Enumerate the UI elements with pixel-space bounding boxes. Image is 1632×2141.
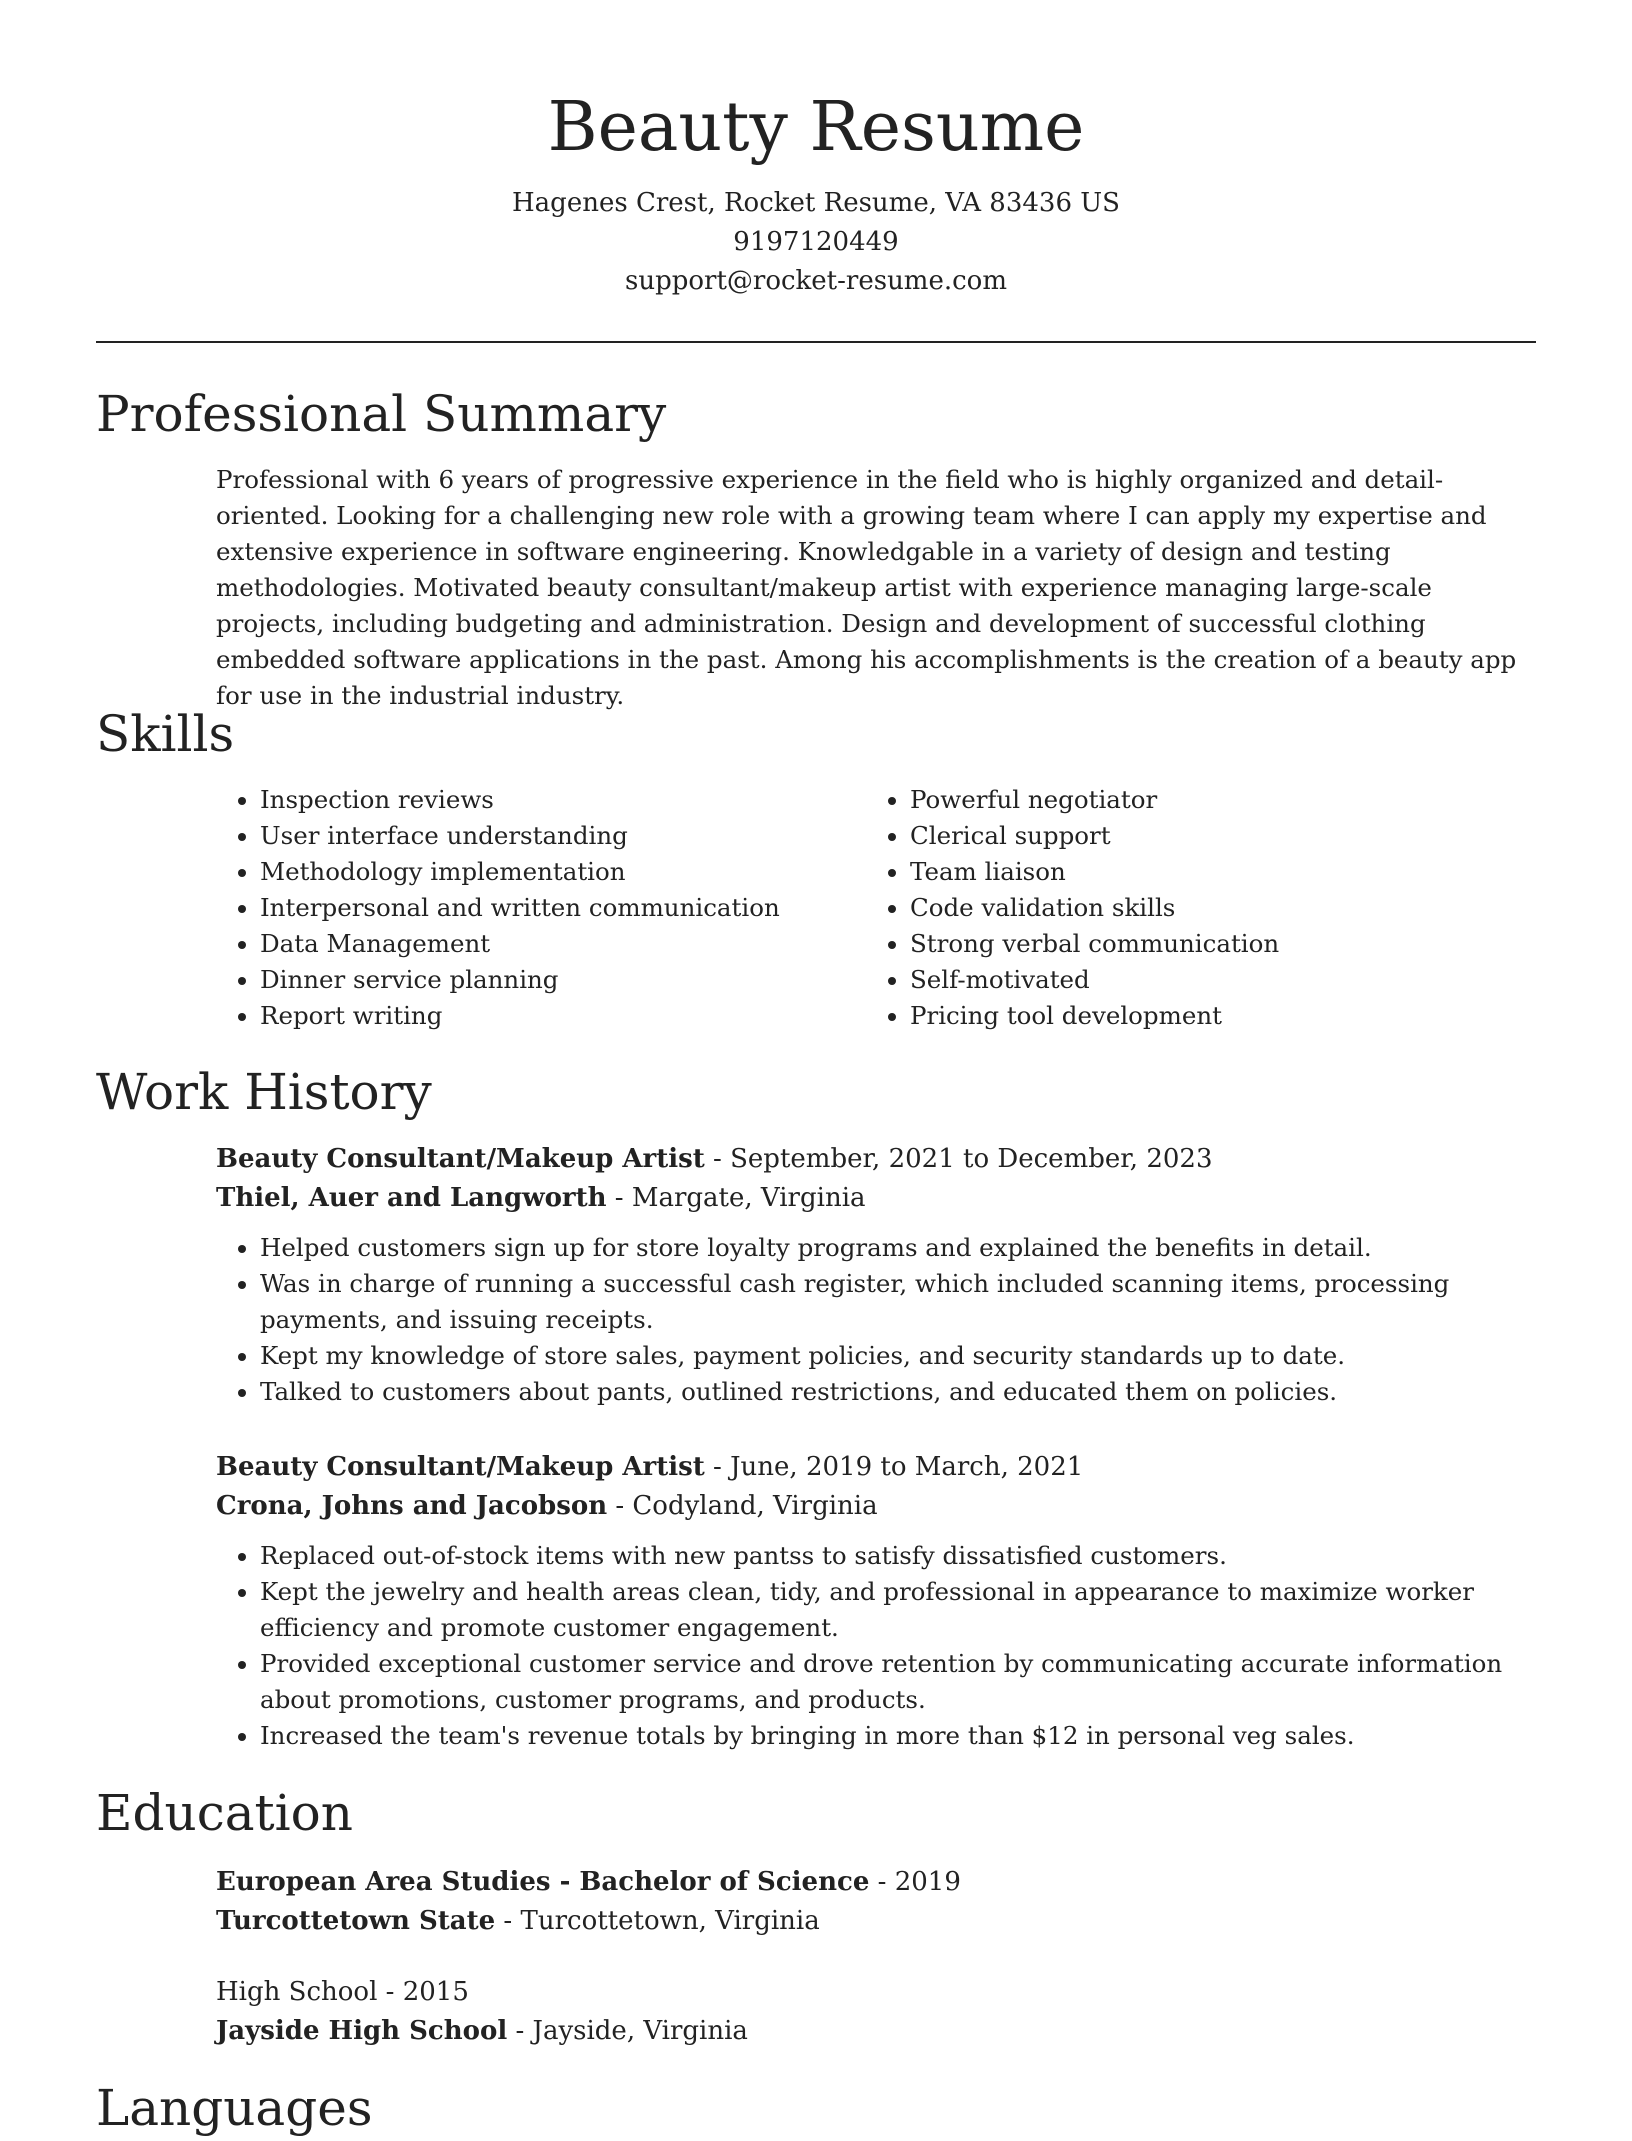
job-company-line [216, 1179, 1540, 1218]
section-title-work-history: Work History [96, 1063, 432, 1121]
job-bullet: • Increased the team's revenue totals by bringing in more than $12 in personal veg sales. [260, 1718, 1540, 1754]
phone: 9197120449 [733, 227, 899, 257]
education-degree: European Area Studies - Bachelor of Science [216, 1867, 870, 1897]
education-entry [216, 1863, 1540, 1941]
job-bullet: • Kept the jewelry and health areas clean, tidy, and professional in appearance to maximize worker efficiency and promote customer engagement. [260, 1574, 1540, 1646]
job-entry [216, 1448, 1540, 1754]
job-title-line [216, 1140, 1540, 1179]
skill-item: • Pricing tool development [910, 998, 1506, 1034]
job-company: Crona, Johns and Jacobson [216, 1491, 608, 1521]
education-degree-line [216, 1973, 1540, 2012]
skill-item: • Code validation skills [910, 890, 1506, 926]
education-year: - 2015 [377, 1977, 469, 2007]
skill-item: • Data Management [260, 926, 856, 962]
education-school-line [216, 1902, 1540, 1941]
job-company: Thiel, Auer and Langworth [216, 1183, 607, 1213]
job-dates: - June, 2019 to March, 2021 [704, 1452, 1084, 1482]
job-role: Beauty Consultant/Makeup Artist [216, 1452, 705, 1482]
job-location: - Codyland, Virginia [607, 1491, 878, 1521]
job-bullet: • Kept my knowledge of store sales, payment policies, and security standards up to date. [260, 1338, 1540, 1374]
section-title-languages: Languages [96, 2079, 373, 2137]
job-bullets [216, 1538, 1540, 1754]
header-divider [96, 341, 1536, 343]
job-bullets [216, 1230, 1540, 1410]
education-degree: High School [216, 1977, 378, 2007]
education-year: - 2019 [869, 1867, 961, 1897]
education-entry [216, 1973, 1540, 2051]
job-bullet: • Talked to customers about pants, outlined restrictions, and educated them on policies. [260, 1374, 1540, 1410]
skill-item: • Dinner service planning [260, 962, 856, 998]
job-company-line [216, 1487, 1540, 1526]
section-title-education: Education [96, 1784, 353, 1842]
summary-text: Professional with 6 years of progressive experience in the field who is highly organized and detail-oriented. Looking for a challenging new role with a growing team where I can apply my expertise and extensive experience in software engineering. Knowledgable in a variety of design and testing methodologies. Motivated beauty consultant/makeup artist with experience managing large-scale projects, including budgeting and administration. Design and development of successful clothing embedded software applications in the past. Among his accomplishments is the creation of a beauty app for use in the industrial industry. [216, 465, 1517, 710]
education-school: Turcottetown State [216, 1906, 496, 1936]
section-title-summary: Professional Summary [96, 385, 667, 443]
education-degree-line [216, 1863, 1540, 1902]
skill-item: • Interpersonal and written communication [260, 890, 856, 926]
skills-list-left [216, 782, 856, 1034]
job-dates: - September, 2021 to December, 2023 [704, 1144, 1213, 1174]
job-role: Beauty Consultant/Makeup Artist [216, 1144, 705, 1174]
skill-item: • Clerical support [910, 818, 1506, 854]
skill-item: • Inspection reviews [260, 782, 856, 818]
education-school: Jayside High School [216, 2016, 508, 2046]
email: support@rocket-resume.com [624, 266, 1007, 296]
skill-item: • Team liaison [910, 854, 1506, 890]
skill-item: • Powerful negotiator [910, 782, 1506, 818]
section-title-skills: Skills [96, 705, 235, 763]
candidate-name: Beauty Resume [547, 88, 1085, 167]
skill-item: • Report writing [260, 998, 856, 1034]
skills-list-right [866, 782, 1506, 1034]
skill-item: • Methodology implementation [260, 854, 856, 890]
job-location: - Margate, Virginia [606, 1183, 866, 1213]
job-bullet: • Provided exceptional customer service and drove retention by communicating accurate information about promotions, customer programs, and products. [260, 1646, 1540, 1718]
skill-item: • Self-motivated [910, 962, 1506, 998]
education-school-line [216, 2012, 1540, 2051]
skill-item: • Strong verbal communication [910, 926, 1506, 962]
resume-header [96, 80, 1536, 301]
address: Hagenes Crest, Rocket Resume, VA 83436 US [512, 188, 1120, 218]
job-bullet: • Helped customers sign up for store loyalty programs and explained the benefits in detail. [260, 1230, 1540, 1266]
job-entry [216, 1140, 1540, 1410]
skill-item: • User interface understanding [260, 818, 856, 854]
job-bullet: • Was in charge of running a successful cash register, which included scanning items, processing payments, and issuing receipts. [260, 1266, 1540, 1338]
education-location: - Jayside, Virginia [507, 2016, 748, 2046]
education-location: - Turcottetown, Virginia [495, 1906, 820, 1936]
job-title-line [216, 1448, 1540, 1487]
job-bullet: • Replaced out-of-stock items with new pantss to satisfy dissatisfied customers. [260, 1538, 1540, 1574]
